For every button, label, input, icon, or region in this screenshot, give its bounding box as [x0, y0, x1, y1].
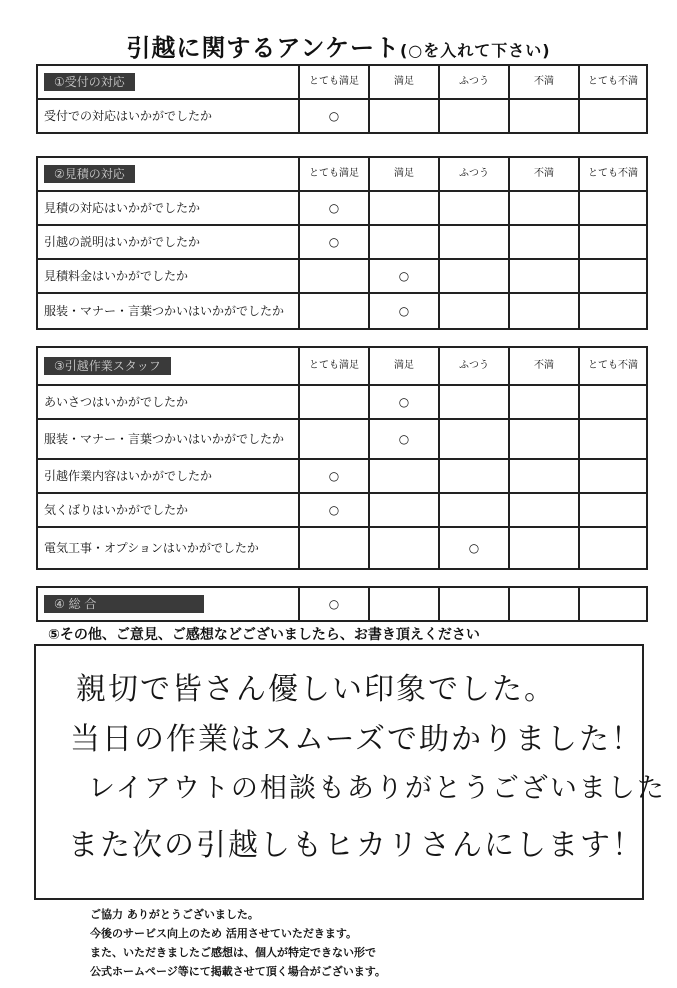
rating-cell[interactable]: [509, 493, 579, 527]
rating-cell[interactable]: [439, 99, 509, 133]
rating-cell[interactable]: [579, 293, 647, 329]
question-text: 引越作業内容はいかがでしたか: [37, 459, 299, 493]
section-heading-cell: [37, 65, 299, 99]
rating-cell[interactable]: [579, 385, 647, 419]
rating-cell[interactable]: [369, 259, 439, 293]
section-heading: ②見積の対応: [44, 165, 135, 183]
handwritten-line: 当日の作業はスムーズで助かりました！: [70, 722, 643, 757]
question-row: [37, 293, 647, 329]
rating-cell[interactable]: [579, 225, 647, 259]
section-heading: ③引越作業スタッフ: [44, 357, 171, 375]
rating-column-header: 不満: [509, 65, 579, 99]
rating-column-header: 満足: [369, 65, 439, 99]
rating-cell[interactable]: [299, 259, 369, 293]
rating-cell[interactable]: [299, 419, 369, 459]
rating-cell[interactable]: [439, 493, 509, 527]
rating-cell[interactable]: [299, 191, 369, 225]
circle-mark: ○: [328, 469, 340, 483]
survey-title: [0, 28, 677, 63]
rating-column-header: 不満: [509, 157, 579, 191]
rating-cell[interactable]: [579, 459, 647, 493]
footer-note: [90, 905, 386, 981]
rating-cell[interactable]: [369, 419, 439, 459]
survey-section-overall: [36, 586, 648, 622]
rating-cell[interactable]: [369, 493, 439, 527]
rating-column-header: とても満足: [299, 157, 369, 191]
rating-cell[interactable]: [439, 527, 509, 569]
circle-mark: ○: [468, 541, 480, 555]
rating-column-header: 不満: [509, 347, 579, 385]
rating-cell[interactable]: [509, 587, 579, 621]
other-comments-label: ⑤その他、ご意見、ご感想などございましたら、お書き頂えください: [48, 627, 480, 643]
rating-cell[interactable]: [439, 259, 509, 293]
rating-cell[interactable]: [439, 419, 509, 459]
rating-column-header: とても不満: [579, 347, 647, 385]
rating-cell[interactable]: [509, 259, 579, 293]
rating-cell[interactable]: [369, 225, 439, 259]
rating-cell[interactable]: [369, 293, 439, 329]
rating-cell[interactable]: [439, 587, 509, 621]
circle-mark: ○: [328, 235, 340, 249]
rating-column-header: 満足: [369, 157, 439, 191]
handwritten-line: また次の引越しもヒカリさんにします！: [68, 828, 644, 863]
rating-cell[interactable]: [369, 191, 439, 225]
rating-cell[interactable]: [509, 527, 579, 569]
section-heading-cell: [37, 587, 299, 621]
rating-column-header: 満足: [369, 347, 439, 385]
question-row: [37, 191, 647, 225]
overall-heading: ④ 総 合: [44, 595, 204, 613]
rating-cell[interactable]: [509, 293, 579, 329]
rating-cell[interactable]: [299, 459, 369, 493]
survey-title-text: 引越に関するアンケート: [126, 34, 400, 62]
question-text: 服装・マナー・言葉つかいはいかがでしたか: [37, 419, 299, 459]
rating-cell[interactable]: [439, 191, 509, 225]
survey-title-note: (○を入れて下さい): [399, 41, 551, 60]
question-text: 見積の対応はいかがでしたか: [37, 191, 299, 225]
rating-cell[interactable]: [579, 191, 647, 225]
footer-line: 公式ホームページ等にて掲載させて頂く場合がございます。: [90, 965, 386, 978]
question-row: [37, 527, 647, 569]
rating-cell[interactable]: [579, 493, 647, 527]
footer-line: 今後のサービス向上のため 活用させていただきます。: [90, 927, 357, 940]
rating-cell[interactable]: [509, 191, 579, 225]
rating-column-header: とても満足: [299, 347, 369, 385]
rating-cell[interactable]: [439, 459, 509, 493]
section-heading-cell: [37, 157, 299, 191]
question-row: [37, 99, 647, 133]
rating-cell[interactable]: [509, 419, 579, 459]
rating-cell[interactable]: [299, 527, 369, 569]
rating-cell[interactable]: [439, 225, 509, 259]
question-text: 受付での対応はいかがでしたか: [37, 99, 299, 133]
question-row: [37, 419, 647, 459]
circle-mark: ○: [398, 269, 410, 283]
rating-cell[interactable]: [509, 225, 579, 259]
rating-cell[interactable]: [299, 99, 369, 133]
rating-cell[interactable]: [369, 385, 439, 419]
circle-mark: ○: [328, 503, 340, 517]
footer-line: また、いただきましたご感想は、個人が特定できない形で: [90, 946, 376, 959]
rating-cell[interactable]: [439, 385, 509, 419]
rating-cell[interactable]: [579, 419, 647, 459]
circle-mark: ○: [398, 432, 410, 446]
question-text: 引越の説明はいかがでしたか: [37, 225, 299, 259]
question-row: [37, 225, 647, 259]
rating-cell[interactable]: [369, 459, 439, 493]
rating-cell[interactable]: [579, 527, 647, 569]
rating-cell[interactable]: [299, 385, 369, 419]
question-row: [37, 259, 647, 293]
survey-section-3: [36, 346, 648, 570]
rating-cell[interactable]: [509, 459, 579, 493]
rating-cell[interactable]: [579, 259, 647, 293]
section-heading: ①受付の対応: [44, 73, 135, 91]
circle-mark: ○: [328, 109, 340, 123]
circle-mark: ○: [328, 597, 340, 611]
rating-column-header: ふつう: [439, 157, 509, 191]
footer-line: ご協力 ありがとうございました。: [90, 908, 259, 921]
question-row: [37, 493, 647, 527]
circle-mark: ○: [398, 395, 410, 409]
question-text: 服装・マナー・言葉つかいはいかがでしたか: [37, 293, 299, 329]
rating-cell[interactable]: [369, 587, 439, 621]
question-text: 電気工事・オプションはいかがでしたか: [37, 527, 299, 569]
rating-column-header: とても満足: [299, 65, 369, 99]
rating-cell[interactable]: [509, 99, 579, 133]
question-row: [37, 459, 647, 493]
rating-column-header: ふつう: [439, 347, 509, 385]
question-row: [37, 385, 647, 419]
section-heading-cell: [37, 347, 299, 385]
rating-cell[interactable]: [299, 587, 369, 621]
survey-section-2: [36, 156, 648, 330]
rating-cell[interactable]: [579, 587, 647, 621]
rating-cell[interactable]: [369, 99, 439, 133]
rating-cell[interactable]: [579, 99, 647, 133]
rating-cell[interactable]: [439, 293, 509, 329]
rating-cell[interactable]: [299, 225, 369, 259]
circle-mark: ○: [398, 304, 410, 318]
handwritten-line: 親切で皆さん優しい印象でした。: [76, 672, 556, 707]
question-text: 見積料金はいかがでしたか: [37, 259, 299, 293]
rating-column-header: とても不満: [579, 157, 647, 191]
rating-cell[interactable]: [299, 493, 369, 527]
rating-column-header: ふつう: [439, 65, 509, 99]
handwritten-line: レイアウトの相談もありがとうございました: [88, 773, 666, 804]
circle-mark: ○: [328, 201, 340, 215]
question-text: あいさつはいかがでしたか: [37, 385, 299, 419]
rating-cell[interactable]: [509, 385, 579, 419]
rating-cell[interactable]: [369, 527, 439, 569]
question-text: 気くばりはいかがでしたか: [37, 493, 299, 527]
survey-section-1: [36, 64, 648, 134]
rating-column-header: とても不満: [579, 65, 647, 99]
rating-cell[interactable]: [299, 293, 369, 329]
